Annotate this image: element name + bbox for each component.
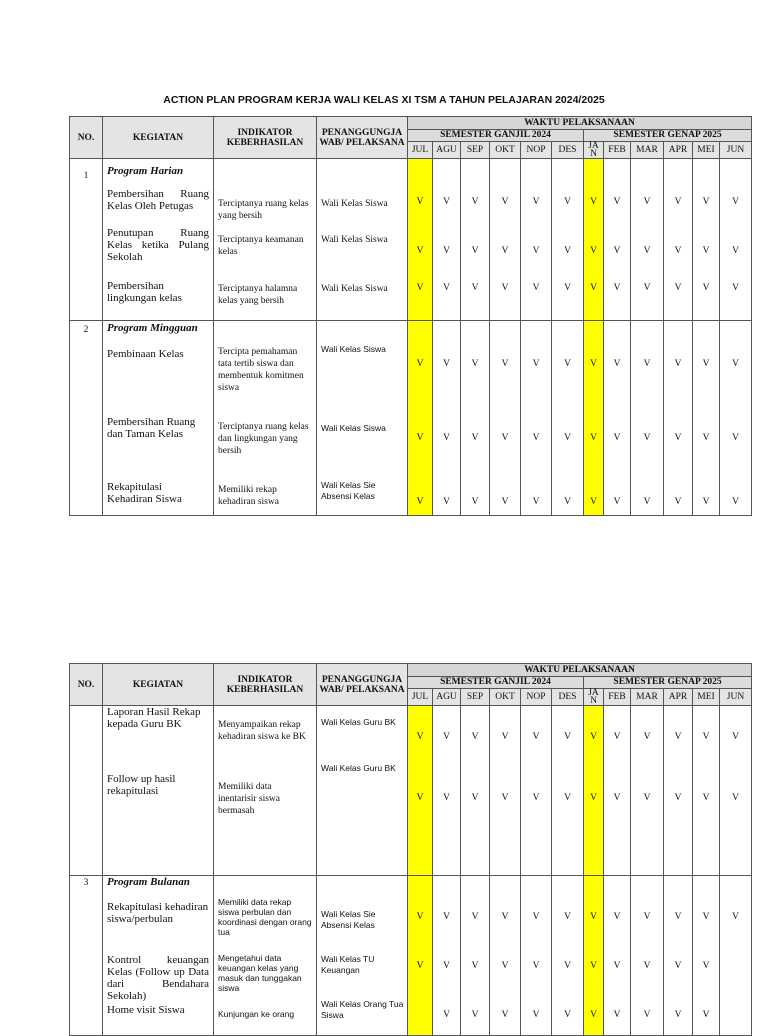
check-mark: V: [501, 283, 509, 293]
check-mark: V: [564, 197, 571, 207]
month-cell-mei: [693, 321, 720, 516]
action-plan-table-1: [69, 116, 752, 516]
kegiatan-text: Pembersihan lingkungan kelas: [107, 280, 182, 304]
check-mark: V: [532, 359, 540, 369]
kegiatan-cell: [103, 159, 214, 321]
check-mark: V: [702, 246, 710, 256]
month-cell-jul: [408, 706, 433, 876]
month-cell-des: [552, 159, 584, 321]
check-mark: V: [590, 283, 597, 293]
indikator-text: Kunjungan ke orang: [218, 1009, 295, 1019]
check-mark: V: [443, 197, 450, 207]
month-header: DES: [552, 142, 584, 159]
check-mark: V: [416, 197, 424, 207]
penanggung-text: Wali Kelas Siswa: [321, 199, 388, 209]
indikator-text: Memiliki rekap kehadiran siswa: [218, 485, 279, 507]
month-cell-okt: [490, 876, 521, 1036]
kegiatan-cell: [103, 321, 214, 516]
month-cell-jun: [720, 321, 752, 516]
section-title: Program Bulanan: [107, 876, 190, 888]
month-header: APR: [664, 142, 693, 159]
row-number: 1: [70, 159, 103, 321]
check-mark: V: [471, 283, 479, 293]
penanggung-text: Wali Kelas Siswa: [321, 344, 386, 354]
check-mark: V: [732, 912, 739, 922]
penanggung-text: Wali Kelas Sie Absensi Kelas: [321, 480, 376, 501]
month-cell-sep: [461, 706, 490, 876]
month-cell-apr: [664, 876, 693, 1036]
check-mark: V: [702, 961, 710, 971]
month-cell-jun: [720, 876, 752, 1036]
check-mark: V: [613, 732, 621, 742]
check-mark: V: [416, 246, 424, 256]
check-mark: V: [416, 433, 424, 443]
penanggung-text: Wali Kelas Siswa: [321, 235, 388, 245]
indikator-cell: [214, 159, 317, 321]
row-number: [70, 706, 103, 876]
section-row-harian: [70, 159, 752, 321]
check-mark: V: [732, 283, 739, 293]
check-mark: V: [613, 1010, 621, 1020]
month-header: AGU: [433, 142, 461, 159]
month-cell-sep: [461, 876, 490, 1036]
check-mark: V: [590, 793, 597, 803]
header-penanggung: PENANGGUNGJA WAB/ PELAKSANA: [317, 117, 408, 159]
check-mark: V: [501, 359, 509, 369]
header-waktu: WAKTU PELAKSANAAN: [408, 664, 752, 677]
check-mark: V: [443, 359, 450, 369]
check-mark: V: [613, 497, 621, 507]
check-mark: V: [613, 359, 621, 369]
check-mark: V: [532, 246, 540, 256]
month-header: DES: [552, 689, 584, 706]
check-mark: V: [443, 793, 450, 803]
indikator-text: Terciptanya keamanan kelas: [218, 235, 304, 257]
check-mark: V: [643, 246, 651, 256]
month-cell-feb: [604, 706, 631, 876]
check-mark: V: [674, 246, 682, 256]
check-mark: V: [532, 497, 540, 507]
check-mark: V: [471, 359, 479, 369]
header-kegiatan: KEGIATAN: [103, 117, 214, 159]
check-mark: V: [702, 732, 710, 742]
check-mark: V: [732, 793, 739, 803]
penanggung-text: Wali Kelas Guru BK: [321, 717, 396, 727]
check-mark: V: [532, 961, 540, 971]
header-semester-genap: SEMESTER GENAP 2025: [584, 677, 752, 689]
month-cell-nop: [521, 159, 552, 321]
check-mark: V: [501, 961, 509, 971]
check-mark: V: [613, 197, 621, 207]
month-header: MAR: [631, 689, 664, 706]
month-cell-jan: [584, 321, 604, 516]
check-mark: V: [471, 961, 479, 971]
month-cell-okt: [490, 706, 521, 876]
check-mark: V: [674, 961, 682, 971]
check-mark: V: [501, 246, 509, 256]
month-cell-jan: [584, 706, 604, 876]
check-mark: V: [564, 359, 571, 369]
penanggung-cell: [317, 321, 408, 516]
check-mark: V: [443, 732, 450, 742]
kegiatan-text: Pembersihan Ruang Kelas Oleh Petugas: [107, 188, 209, 212]
check-mark: V: [643, 359, 651, 369]
check-mark: V: [443, 433, 450, 443]
section-row-bulanan: [70, 876, 752, 1036]
check-mark: V: [501, 732, 509, 742]
kegiatan-text: Rekapitulasi kehadiran siswa/perbulan: [107, 901, 209, 925]
month-header: OKT: [490, 689, 521, 706]
month-cell-mei: [693, 876, 720, 1036]
month-header: NOP: [521, 689, 552, 706]
month-cell-agu: [433, 321, 461, 516]
check-mark: V: [532, 912, 540, 922]
kegiatan-text: Laporan Hasil Rekap kepada Guru BK: [107, 706, 201, 730]
check-mark: V: [643, 793, 651, 803]
month-cell-sep: [461, 321, 490, 516]
action-plan-table-2: [69, 663, 752, 1036]
month-header: SEP: [461, 689, 490, 706]
header-no: NO.: [70, 117, 103, 159]
month-header: MAR: [631, 142, 664, 159]
month-cell-nop: [521, 321, 552, 516]
indikator-text: Mengetahui data keuangan kelas yang masuk dan tunggakan siswa: [218, 953, 302, 993]
check-mark: V: [643, 1010, 651, 1020]
check-mark: V: [564, 732, 571, 742]
kegiatan-text: Follow up hasil rekapitulasi: [107, 773, 176, 797]
section-row-lanjutan: [70, 706, 752, 876]
check-mark: V: [702, 793, 710, 803]
check-mark: V: [590, 961, 597, 971]
month-header: OKT: [490, 142, 521, 159]
check-mark: V: [532, 197, 540, 207]
check-mark: V: [674, 497, 682, 507]
check-mark: V: [501, 1010, 509, 1020]
header-indikator: INDIKATOR KEBERHASILAN: [214, 117, 317, 159]
month-cell-jul: [408, 321, 433, 516]
check-mark: V: [471, 1010, 479, 1020]
row-number: 2: [70, 321, 103, 516]
month-cell-jan: [584, 876, 604, 1036]
check-mark: V: [416, 793, 424, 803]
month-cell-des: [552, 706, 584, 876]
kegiatan-text: Pembersihan Ruang dan Taman Kelas: [107, 416, 196, 440]
check-mark: V: [613, 283, 621, 293]
check-mark: V: [702, 497, 710, 507]
month-cell-agu: [433, 876, 461, 1036]
month-header: JUL: [408, 142, 433, 159]
header-indikator: INDIKATOR KEBERHASILAN: [214, 664, 317, 706]
check-mark: V: [443, 246, 450, 256]
indikator-cell: [214, 876, 317, 1036]
check-mark: V: [643, 433, 651, 443]
check-mark: V: [416, 912, 424, 922]
month-header: JUL: [408, 689, 433, 706]
penanggung-cell: [317, 706, 408, 876]
month-header: FEB: [604, 142, 631, 159]
penanggung-text: Wali Kelas Guru BK: [321, 763, 396, 773]
month-cell-apr: [664, 321, 693, 516]
check-mark: V: [564, 961, 571, 971]
indikator-text: Terciptanya ruang kelas dan lingkungan yang bersih: [218, 422, 309, 456]
check-mark: V: [732, 246, 739, 256]
kegiatan-cell: [103, 706, 214, 876]
month-cell-okt: [490, 159, 521, 321]
kegiatan-text: Pembinaan Kelas: [107, 348, 184, 360]
month-cell-jun: [720, 706, 752, 876]
indikator-text: Menyampaikan rekap kehadiran siswa ke BK: [218, 720, 306, 742]
month-cell-feb: [604, 321, 631, 516]
penanggung-cell: [317, 876, 408, 1036]
month-cell-nop: [521, 876, 552, 1036]
header-kegiatan: KEGIATAN: [103, 664, 214, 706]
month-cell-jun: [720, 159, 752, 321]
month-header: NOP: [521, 142, 552, 159]
indikator-text: Memiliki data rekap siswa perbulan dan koordinasi dengan orang tua: [218, 897, 312, 937]
check-mark: V: [674, 1010, 682, 1020]
check-mark: V: [674, 283, 682, 293]
check-mark: V: [613, 246, 621, 256]
check-mark: V: [471, 433, 479, 443]
check-mark: V: [532, 793, 540, 803]
check-mark: V: [590, 359, 597, 369]
check-mark: V: [471, 497, 479, 507]
month-header: SEP: [461, 142, 490, 159]
kegiatan-text: Rekapitulasi Kehadiran Siswa: [107, 481, 182, 505]
check-mark: V: [674, 359, 682, 369]
month-header: JA N: [584, 689, 604, 706]
header-semester-ganjil: SEMESTER GANJIL 2024: [408, 677, 584, 689]
month-header: AGU: [433, 689, 461, 706]
check-mark: V: [643, 912, 651, 922]
section-row-mingguan: [70, 321, 752, 516]
check-mark: V: [702, 197, 710, 207]
month-cell-agu: [433, 706, 461, 876]
month-cell-mei: [693, 706, 720, 876]
row-number: 3: [70, 876, 103, 1036]
penanggung-text: Wali Kelas Siswa: [321, 423, 386, 433]
check-mark: V: [590, 246, 597, 256]
kegiatan-text: Home visit Siswa: [107, 1004, 185, 1016]
penanggung-cell: [317, 159, 408, 321]
check-mark: V: [416, 283, 424, 293]
check-mark: V: [564, 246, 571, 256]
check-mark: V: [613, 912, 621, 922]
check-mark: V: [471, 793, 479, 803]
kegiatan-text: Kontrol keuangan Kelas (Follow up Data dari Bendahara Sekolah): [107, 954, 209, 1002]
month-cell-mar: [631, 876, 664, 1036]
check-mark: V: [702, 283, 710, 293]
month-cell-feb: [604, 876, 631, 1036]
check-mark: V: [443, 1010, 450, 1020]
kegiatan-cell: [103, 876, 214, 1036]
check-mark: V: [443, 961, 450, 971]
header-semester-genap: SEMESTER GENAP 2025: [584, 130, 752, 142]
check-mark: V: [443, 283, 450, 293]
check-mark: V: [416, 359, 424, 369]
check-mark: V: [564, 283, 571, 293]
check-mark: V: [416, 732, 424, 742]
page-title: ACTION PLAN PROGRAM KERJA WALI KELAS XI TSM A TAHUN PELAJARAN 2024/2025: [163, 94, 605, 106]
check-mark: V: [702, 359, 710, 369]
check-mark: V: [501, 197, 509, 207]
month-cell-des: [552, 321, 584, 516]
check-mark: V: [471, 197, 479, 207]
check-mark: V: [702, 1010, 710, 1020]
check-mark: V: [643, 283, 651, 293]
check-mark: V: [674, 433, 682, 443]
check-mark: V: [501, 793, 509, 803]
month-cell-des: [552, 876, 584, 1036]
check-mark: V: [532, 732, 540, 742]
month-cell-mar: [631, 159, 664, 321]
check-mark: V: [613, 961, 621, 971]
check-mark: V: [732, 359, 739, 369]
penanggung-text: Wali Kelas Sie Absensi Kelas: [321, 909, 376, 930]
check-mark: V: [532, 1010, 540, 1020]
indikator-text: Terciptanya ruang kelas yang bersih: [218, 199, 309, 221]
month-header: JUN: [720, 689, 752, 706]
header-no: NO.: [70, 664, 103, 706]
month-header: MEI: [693, 142, 720, 159]
indikator-text: Tercipta pemahaman tata tertib siswa dan membentuk komitmen siswa: [218, 347, 304, 393]
month-cell-jul: [408, 876, 433, 1036]
section-title: Program Mingguan: [107, 322, 198, 334]
check-mark: V: [643, 497, 651, 507]
penanggung-text: Wali Kelas TU Keuangan: [321, 954, 375, 975]
month-header: JA N: [584, 142, 604, 159]
check-mark: V: [702, 433, 710, 443]
check-mark: V: [564, 497, 571, 507]
month-header: FEB: [604, 689, 631, 706]
indikator-text: Memiliki data inentarisir siswa bermasah: [218, 782, 281, 816]
month-cell-okt: [490, 321, 521, 516]
check-mark: V: [613, 793, 621, 803]
check-mark: V: [564, 433, 571, 443]
check-mark: V: [590, 497, 597, 507]
check-mark: V: [416, 497, 424, 507]
check-mark: V: [532, 433, 540, 443]
month-cell-feb: [604, 159, 631, 321]
check-mark: V: [613, 433, 621, 443]
penanggung-text: Wali Kelas Orang Tua Siswa: [321, 999, 404, 1020]
check-mark: V: [643, 732, 651, 742]
check-mark: V: [471, 912, 479, 922]
header-semester-ganjil: SEMESTER GANJIL 2024: [408, 130, 584, 142]
check-mark: V: [501, 497, 509, 507]
check-mark: V: [564, 1010, 571, 1020]
month-cell-agu: [433, 159, 461, 321]
check-mark: V: [590, 433, 597, 443]
check-mark: V: [674, 793, 682, 803]
month-cell-jan: [584, 159, 604, 321]
month-cell-mar: [631, 321, 664, 516]
header-waktu: WAKTU PELAKSANAAN: [408, 117, 752, 130]
month-cell-apr: [664, 159, 693, 321]
month-cell-mei: [693, 159, 720, 321]
month-cell-sep: [461, 159, 490, 321]
check-mark: V: [732, 197, 739, 207]
check-mark: V: [564, 912, 571, 922]
penanggung-text: Wali Kelas Siswa: [321, 284, 388, 294]
month-header: MEI: [693, 689, 720, 706]
check-mark: V: [590, 1010, 597, 1020]
section-title: Program Harian: [107, 165, 184, 177]
indikator-cell: [214, 321, 317, 516]
kegiatan-text: Penutupan Ruang Kelas ketika Pulang Sekolah: [107, 227, 209, 263]
check-mark: V: [702, 912, 710, 922]
check-mark: V: [590, 912, 597, 922]
month-cell-nop: [521, 706, 552, 876]
check-mark: V: [590, 197, 597, 207]
check-mark: V: [501, 912, 509, 922]
check-mark: V: [643, 197, 651, 207]
check-mark: V: [674, 912, 682, 922]
header-penanggung: PENANGGUNGJA WAB/ PELAKSANA: [317, 664, 408, 706]
check-mark: V: [443, 912, 450, 922]
check-mark: V: [443, 497, 450, 507]
month-cell-jul: [408, 159, 433, 321]
check-mark: V: [564, 793, 571, 803]
check-mark: V: [674, 197, 682, 207]
check-mark: V: [532, 283, 540, 293]
check-mark: V: [590, 732, 597, 742]
check-mark: V: [674, 732, 682, 742]
month-header: APR: [664, 689, 693, 706]
check-mark: V: [732, 433, 739, 443]
indikator-cell: [214, 706, 317, 876]
check-mark: V: [501, 433, 509, 443]
check-mark: V: [643, 961, 651, 971]
check-mark: V: [416, 961, 424, 971]
month-cell-apr: [664, 706, 693, 876]
month-header: JUN: [720, 142, 752, 159]
check-mark: V: [732, 497, 739, 507]
month-cell-mar: [631, 706, 664, 876]
check-mark: V: [732, 732, 739, 742]
check-mark: V: [471, 732, 479, 742]
indikator-text: Terciptanya halamna kelas yang bersih: [218, 284, 298, 306]
check-mark: V: [471, 246, 479, 256]
